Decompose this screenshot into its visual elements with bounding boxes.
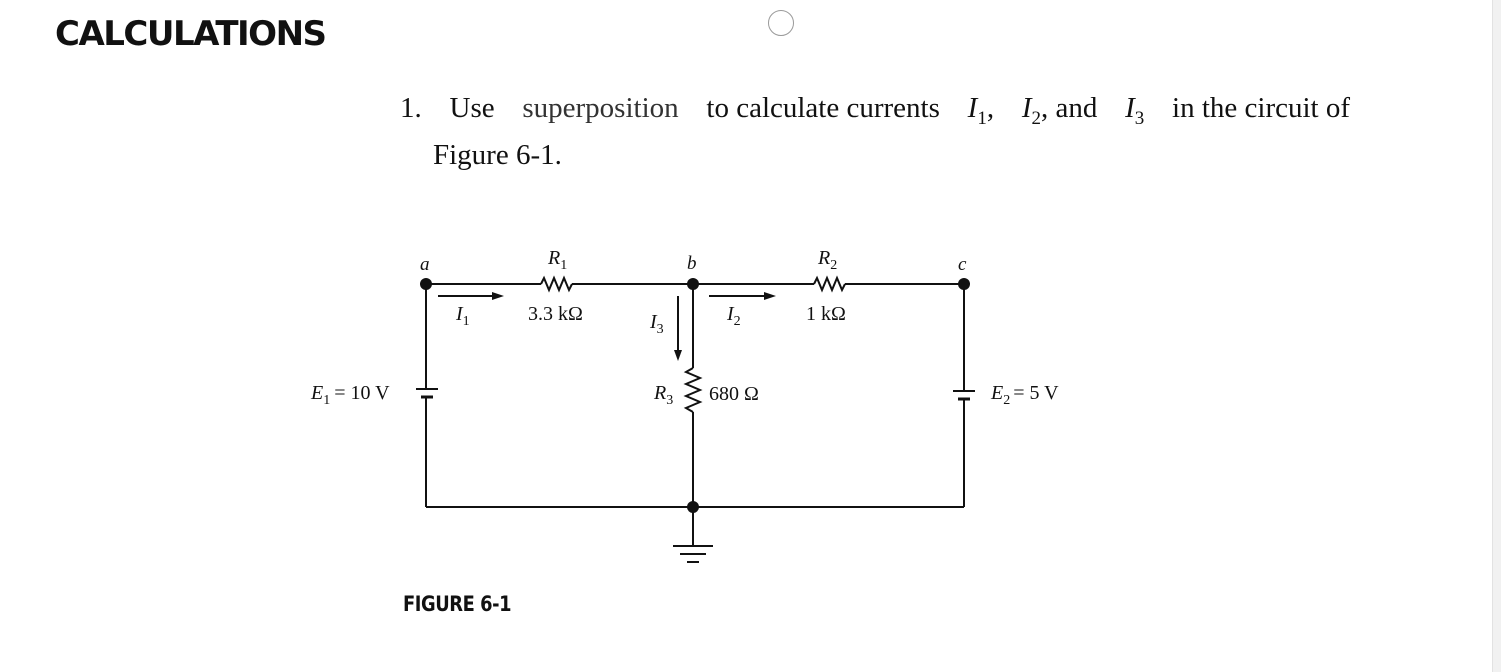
- resistor-r2: [814, 278, 845, 290]
- scrollbar[interactable]: [1492, 0, 1501, 672]
- current-i1-text: $I_1$,: [967, 92, 995, 129]
- node-a-label: a: [420, 254, 430, 275]
- r1-label: $R_1$: [548, 247, 568, 273]
- node-c-label: c: [958, 254, 967, 275]
- i1-label: $I_1$: [456, 303, 470, 329]
- arrow-i1-head: [492, 292, 504, 300]
- resistor-r1: [541, 278, 572, 290]
- r3-label: $R_3$: [654, 382, 674, 408]
- problem-line-2: Figure 6-1.: [433, 138, 562, 171]
- r3-value: 680 Ω: [709, 383, 759, 405]
- figure-caption: FIGURE 6-1: [403, 592, 512, 616]
- e1-label: $E_1 = 10$ V: [311, 382, 390, 408]
- node-b-label: b: [687, 253, 697, 274]
- resistor-r3: [686, 368, 700, 412]
- r1-value: 3.3 kΩ: [528, 303, 583, 325]
- node-a-dot: [420, 278, 432, 290]
- section-heading: CALCULATIONS: [55, 14, 326, 54]
- node-bottom-dot: [687, 501, 699, 513]
- problem-number: 1.: [400, 92, 422, 124]
- r2-value: 1 kΩ: [806, 303, 846, 325]
- word-use: Use: [449, 92, 495, 124]
- r2-label: $R_2$: [818, 247, 838, 273]
- i3-label: $I_3$: [650, 311, 664, 337]
- current-i3-text: $I_3$: [1125, 92, 1145, 129]
- arrow-i3-head: [674, 350, 682, 361]
- i2-label: $I_2$: [727, 303, 741, 329]
- node-b-dot: [687, 278, 699, 290]
- current-i2-text: $I_2$, and: [1021, 92, 1098, 129]
- word-in-circuit: in the circuit of: [1172, 92, 1350, 124]
- word-to-calculate: to calculate currents: [706, 92, 940, 124]
- word-superposition: superposition: [522, 92, 679, 124]
- node-c-dot: [958, 278, 970, 290]
- arrow-i2-head: [764, 292, 776, 300]
- e2-label: $E_2 = 5$ V: [991, 382, 1059, 408]
